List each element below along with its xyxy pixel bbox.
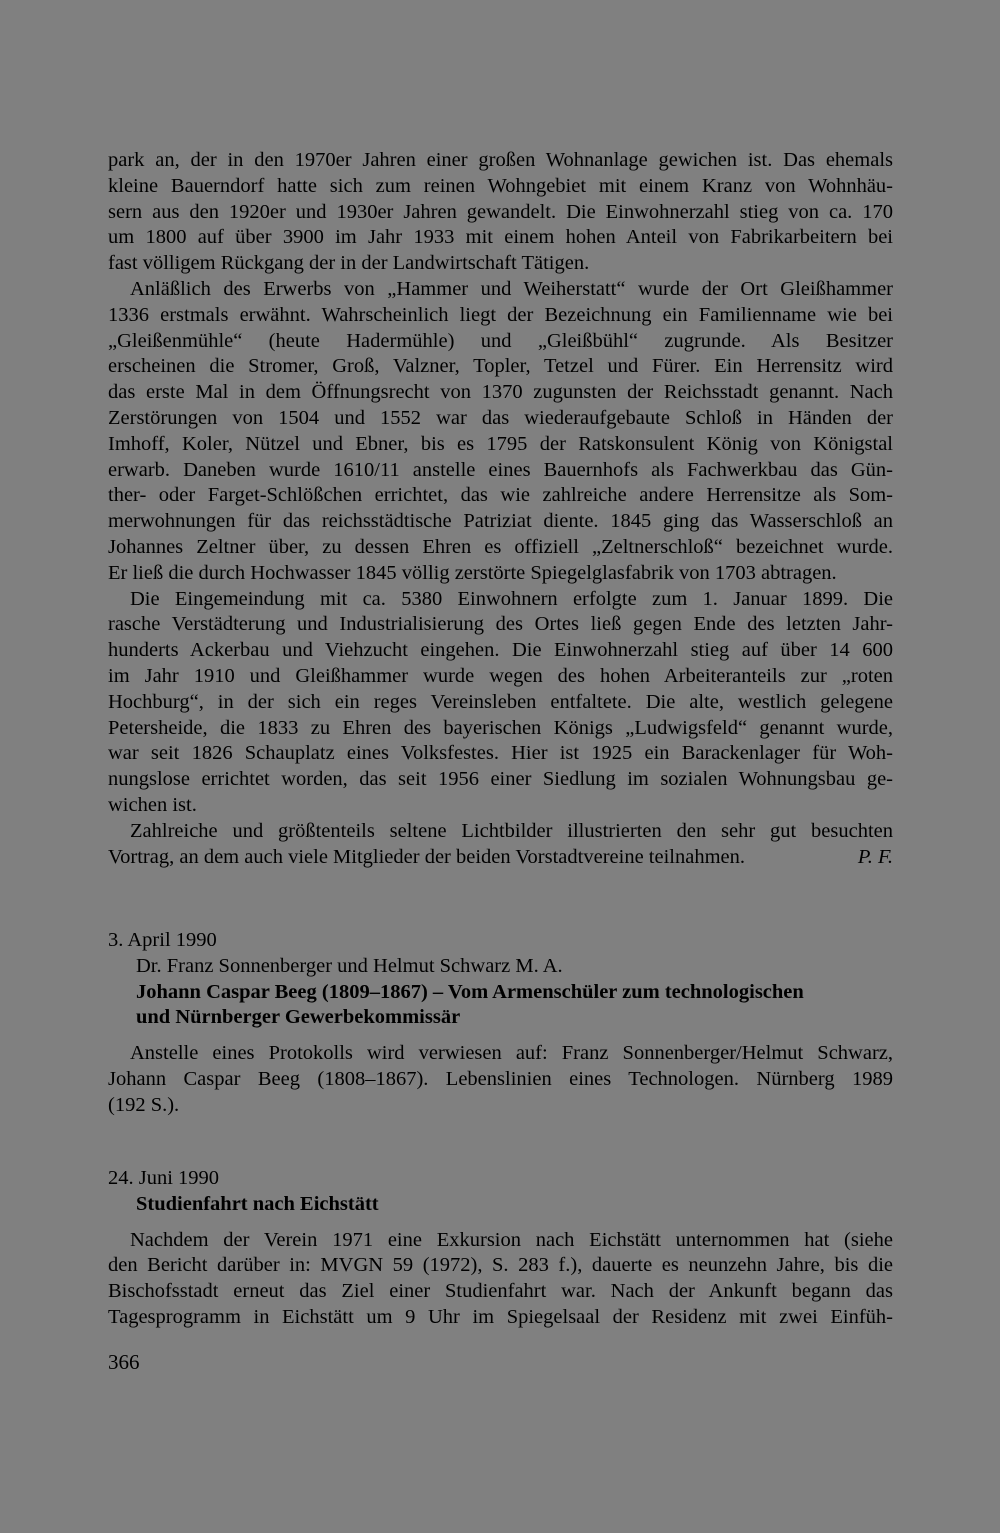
entry-june-1990 xyxy=(108,1166,893,1331)
text-line: nungslose errichtet worden, das seit 1956 einer Siedlung im sozialen Wohnungsbau ge- xyxy=(108,768,893,791)
text-line: rasche Verstädterung und Industrialisierung des Ortes ließ gegen Ende des letzten Jahr- xyxy=(108,613,893,636)
text-line: war seit 1826 Schauplatz eines Volksfestes. Hier ist 1925 ein Barackenlager für Woh- xyxy=(108,742,893,765)
text-line: das erste Mal in dem Öffnungsrecht von 1370 zugunsten der Reichsstadt genannt. Nach xyxy=(108,381,893,404)
text-line: Johannes Zeltner über, zu dessen Ehren es offiziell „Zeltnerschloß“ bezeichnet wurde. xyxy=(108,535,893,558)
entry-speakers: Dr. Franz Sonnenberger und Helmut Schwarz M. A. xyxy=(136,954,563,977)
title-line: Johann Caspar Beeg (1809–1867) – Vom Armenschüler zum technologischen xyxy=(136,980,804,1003)
entry-body xyxy=(108,1041,893,1118)
author-signature: P. F. xyxy=(857,845,893,868)
text-line: Die Eingemeindung mit ca. 5380 Einwohnern erfolgte zum 1. Januar 1899. Die xyxy=(130,587,893,610)
text-line: erscheinen die Stromer, Groß, Valzner, Topler, Tetzel und Fürer. Ein Herrensitz wird xyxy=(108,355,893,378)
text-line: hunderts Ackerbau und Viehzucht eingehen. Die Einwohnerzahl stieg auf über 14 600 xyxy=(108,639,893,662)
paragraph-2 xyxy=(108,277,893,587)
text-line xyxy=(108,845,893,871)
text-line: kleine Bauerndorf hatte sich zum reinen Wohngebiet mit einem Kranz von Wohnhäu- xyxy=(108,174,893,197)
text-line: „Gleißenmühle“ (heute Hadermühle) und „Gleißbühl“ zugrunde. Als Besitzer xyxy=(108,329,893,352)
entry-title: Studienfahrt nach Eichstätt xyxy=(136,1192,379,1215)
title-line: und Nürnberger Gewerbekommissär xyxy=(136,1006,461,1029)
text-line: erwarb. Daneben wurde 1610/11 anstelle eines Bauernhofs als Fachwerkbau das Gün- xyxy=(108,458,893,481)
page-number: 366 xyxy=(108,1350,140,1374)
text-line: Tagesprogramm in Eichstätt um 9 Uhr im Spiegelsaal der Residenz mit zwei Einfüh- xyxy=(108,1305,893,1328)
text-line: Zerstörungen von 1504 und 1552 war das wiederaufgebaute Schloß in Händen der xyxy=(108,406,893,429)
text-line: Petersheide, die 1833 zu Ehren des bayerischen Königs „Ludwigsfeld“ genannt wurde, xyxy=(108,716,893,739)
text-line: Imhoff, Koler, Nützel und Ebner, bis es 1795 der Ratskonsulent König von Königstal xyxy=(108,432,893,455)
text-line: Zahlreiche und größtenteils seltene Lichtbilder illustrierten den sehr gut besuchten xyxy=(130,819,893,842)
text-line: Er ließ die durch Hochwasser 1845 völlig zerstörte Spiegelglasfabrik von 1703 abtragen. xyxy=(108,561,837,584)
text-line: wichen ist. xyxy=(108,793,197,816)
entry-title xyxy=(136,980,893,1032)
text-line: Anläßlich des Erwerbs von „Hammer und Weiherstatt“ wurde der Ort Gleißhammer xyxy=(130,277,893,300)
entry-date: 3. April 1990 xyxy=(108,929,217,951)
text-line-content: Vortrag, an dem auch viele Mitglieder der beiden Vorstadtvereine teilnahmen. xyxy=(108,845,746,868)
text-line: Nachdem der Verein 1971 eine Exkursion nach Eichstätt unternommen hat (siehe xyxy=(130,1228,893,1251)
text-line: Anstelle eines Protokolls wird verwiesen auf: Franz Sonnenberger/Helmut Schwarz, xyxy=(130,1042,893,1065)
text-line: park an, der in den 1970er Jahren einer großen Wohnanlage gewichen ist. Das ehemals xyxy=(108,149,893,171)
text-line: 1336 erstmals erwähnt. Wahrscheinlich liegt der Bezeichnung ein Familienname wie bei xyxy=(108,303,893,326)
text-line: ther- oder Farget-Schlößchen errichtet, das wie zahlreiche andere Herrensitze als Som- xyxy=(108,484,893,507)
paragraph-3 xyxy=(108,587,893,819)
text-line: Bischofsstadt erneut das Ziel einer Studienfahrt war. Nach der Ankunft begann das xyxy=(108,1280,893,1303)
text-line: um 1800 auf über 3900 im Jahr 1933 mit einem hohen Anteil von Fabrikarbeitern bei xyxy=(108,226,893,249)
paragraph-4 xyxy=(108,819,893,871)
text-line: merwohnungen für das reichsstädtische Patriziat diente. 1845 ging das Wasserschloß an xyxy=(108,510,893,533)
text-line: im Jahr 1910 und Gleißhammer wurde wegen des hohen Arbeiteranteils zur „roten xyxy=(108,664,893,687)
paragraph-1 xyxy=(108,148,893,277)
text-line: den Bericht darüber in: MVGN 59 (1972), S. 283 f.), dauerte es neunzehn Jahre, bis die xyxy=(108,1254,893,1277)
entry-body xyxy=(108,1228,893,1331)
text-line: sern aus den 1920er und 1930er Jahren gewandelt. Die Einwohnerzahl stieg von ca. 170 xyxy=(108,200,893,223)
text-line: fast völligem Rückgang der in der Landwirtschaft Tätigen. xyxy=(108,252,590,275)
text-line: Johann Caspar Beeg (1808–1867). Lebenslinien eines Technologen. Nürnberg 1989 xyxy=(108,1067,893,1090)
main-text xyxy=(108,148,893,870)
entry-april-1990 xyxy=(108,928,893,1119)
entry-date: 24. Juni 1990 xyxy=(108,1167,220,1189)
text-line: (192 S.). xyxy=(108,1093,180,1116)
text-line: Hochburg“, in der sich ein reges Vereinsleben entfaltete. Die alte, westlich gelegene xyxy=(108,690,893,713)
